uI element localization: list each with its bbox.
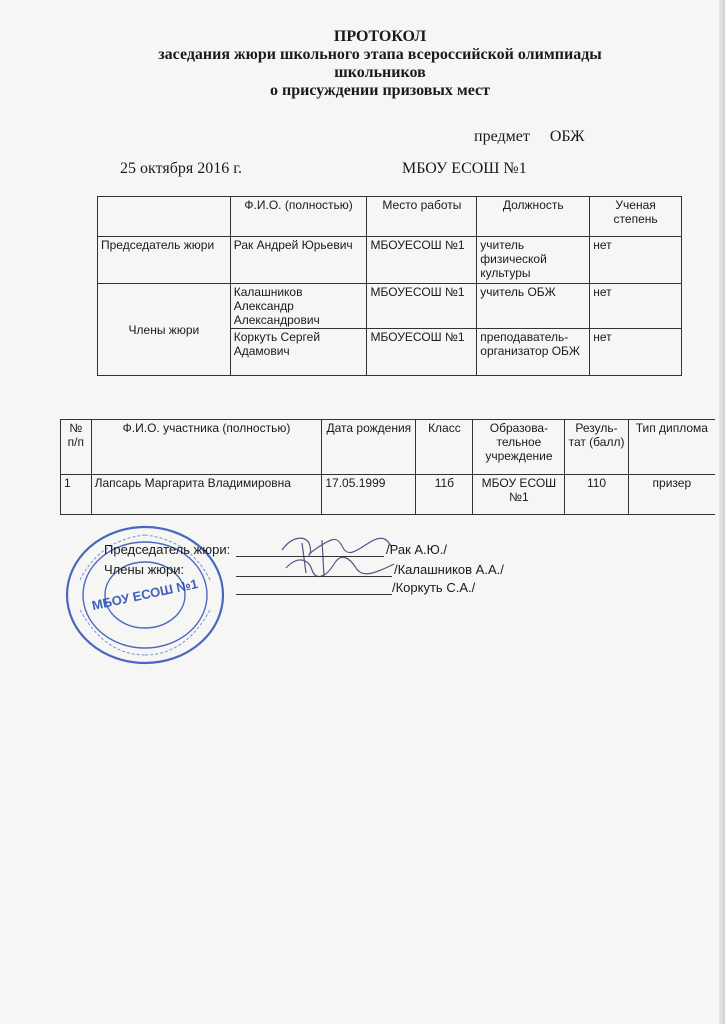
chair-signature-line — [236, 556, 384, 557]
jury-header-cell: Ф.И.О. (полностью) — [230, 197, 367, 237]
table-row — [61, 475, 716, 515]
participant-number: 1 — [61, 475, 92, 515]
member2-name: /Коркуть С.А./ — [392, 580, 476, 595]
participants-header-cell: № п/п — [61, 420, 92, 475]
jury-position: учитель ОБЖ — [477, 284, 590, 329]
jury-header-cell: Должность — [477, 197, 590, 237]
jury-degree: нет — [590, 237, 682, 284]
subject-value: ОБЖ — [549, 128, 585, 145]
jury-position: учитель физической культуры — [477, 237, 590, 284]
participants-header-cell: Класс — [416, 420, 473, 475]
participants-header-cell: Резуль-тат (балл) — [565, 420, 628, 475]
jury-header-cell: Место работы — [367, 197, 477, 237]
jury-degree: нет — [590, 329, 682, 376]
members-label: Члены жюри: — [104, 562, 185, 577]
jury-position: преподаватель-организатор ОБЖ — [477, 329, 590, 376]
participants-header-cell: Дата рождения — [322, 420, 416, 475]
jury-name: Коркуть Сергей Адамович — [230, 329, 367, 376]
participant-name: Лапсарь Маргарита Владимировна — [91, 475, 322, 515]
jury-role: Председатель жюри — [98, 237, 231, 284]
participants-table — [60, 419, 715, 515]
protocol-subtitle-2: школьников — [334, 64, 426, 81]
member1-signature-line — [236, 576, 392, 577]
participants-header-cell: Образова-тельное учреждение — [473, 420, 565, 475]
member2-signature-line — [236, 594, 392, 595]
jury-degree: нет — [590, 284, 682, 329]
subject-label: предмет — [474, 128, 530, 145]
table-row — [98, 284, 682, 329]
member1-name: /Калашников А.А./ — [394, 562, 504, 577]
participants-header-cell: Тип диплома — [628, 420, 715, 475]
participants-header-cell: Ф.И.О. участника (полностью) — [91, 420, 322, 475]
protocol-title-block — [120, 28, 640, 100]
chair-name: /Рак А.Ю./ — [386, 542, 448, 557]
jury-workplace: МБОУЕСОШ №1 — [367, 237, 477, 284]
jury-header-cell: Ученая степень — [590, 197, 682, 237]
protocol-date: 25 октября 2016 г. — [120, 160, 242, 177]
chair-label: Председатель жюри: — [104, 542, 231, 557]
jury-name: Калашников Александр Александрович — [230, 284, 367, 329]
participant-diploma: призер — [628, 475, 715, 515]
jury-header-row — [98, 197, 682, 237]
protocol-subtitle-3: о присуждении призовых мест — [269, 82, 491, 99]
jury-table — [97, 196, 682, 376]
protocol-subtitle-1: заседания жюри школьного этапа всероссийской олимпиады — [158, 46, 602, 63]
protocol-title: ПРОТОКОЛ — [333, 28, 427, 45]
participant-score: 110 — [565, 475, 628, 515]
jury-role: Члены жюри — [98, 284, 231, 376]
jury-name: Рак Андрей Юрьевич — [230, 237, 367, 284]
participants-header-row — [61, 420, 716, 475]
stamp-text: МБОУ ЕСОШ №1 — [90, 575, 200, 614]
jury-workplace: МБОУЕСОШ №1 — [367, 329, 477, 376]
table-row — [98, 237, 682, 284]
jury-workplace: МБОУЕСОШ №1 — [367, 284, 477, 329]
participant-birthdate: 17.05.1999 — [322, 475, 416, 515]
participant-school: МБОУ ЕСОШ №1 — [473, 475, 565, 515]
school-name: МБОУ ЕСОШ №1 — [402, 160, 527, 177]
handwritten-signature — [272, 528, 402, 588]
participant-class: 11б — [416, 475, 473, 515]
jury-header-cell — [98, 197, 231, 237]
subject-line — [474, 128, 585, 146]
scan-edge — [719, 0, 725, 1024]
